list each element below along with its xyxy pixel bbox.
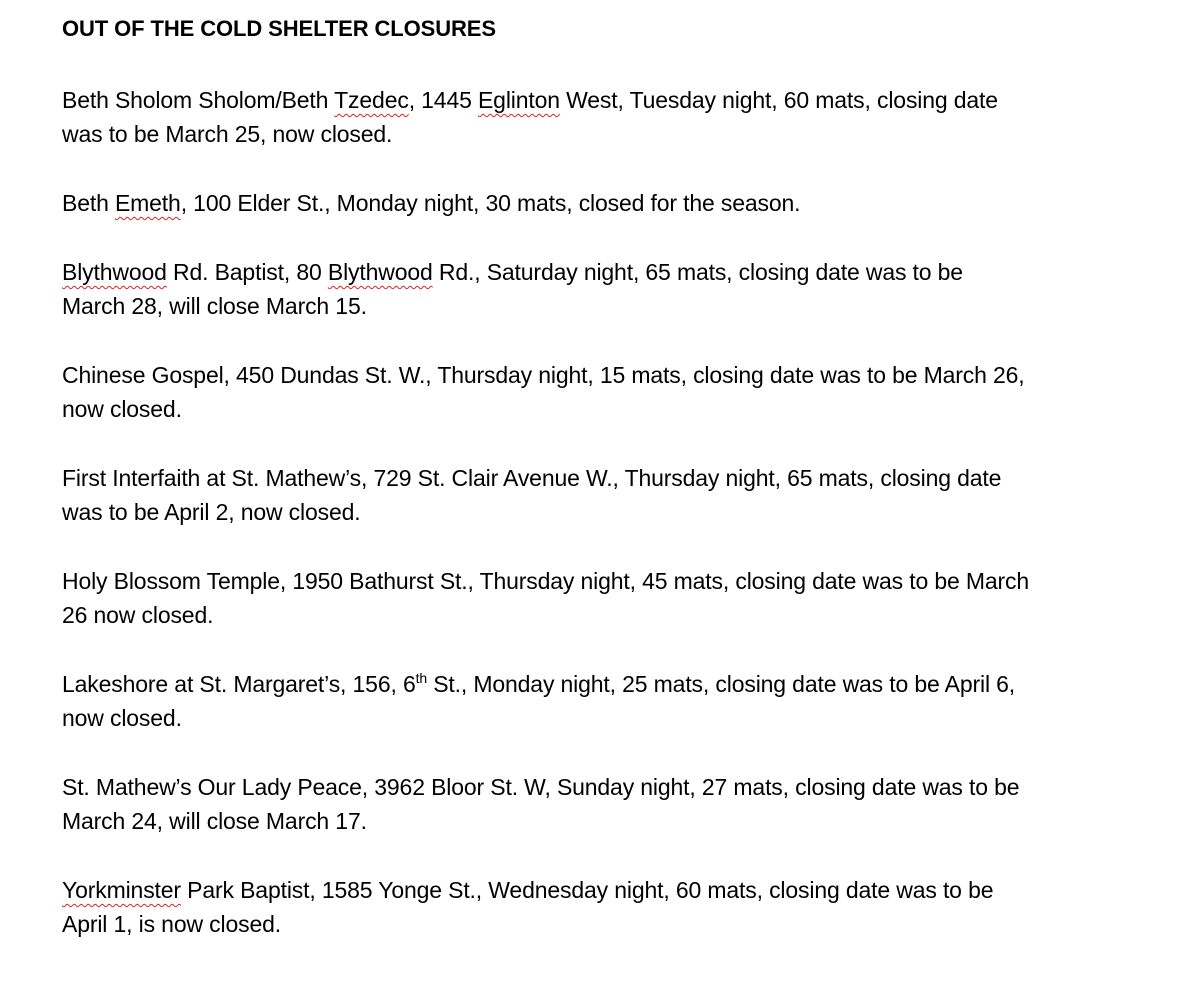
ordinal-suffix: th xyxy=(415,670,427,686)
entry-text: West, Tuesday night, 60 mats, closing date xyxy=(559,87,998,113)
spellcheck-word: Blythwood xyxy=(327,259,433,285)
shelter-entry-yorkminster xyxy=(62,873,1182,941)
entry-text: April 1, is now closed. xyxy=(62,911,281,937)
spellcheck-word: Blythwood xyxy=(62,259,167,285)
entry-text: Rd. Baptist, 80 xyxy=(166,259,328,285)
shelter-entry-blythwood xyxy=(62,255,1182,323)
entry-text: , 100 Elder St., Monday night, 30 mats, closed for the season. xyxy=(180,190,801,216)
shelter-entry-chinese-gospel xyxy=(62,358,1182,426)
entry-text: was to be March 25, now closed. xyxy=(62,121,393,147)
entry-text: Beth xyxy=(62,190,115,216)
spellcheck-word: Eglinton xyxy=(477,87,560,113)
shelter-entry-beth-emeth xyxy=(62,186,1182,220)
entry-text: Chinese Gospel, 450 Dundas St. W., Thursday night, 15 mats, closing date was to be March 26, xyxy=(62,362,1025,388)
entry-text: St. Mathew’s Our Lady Peace, 3962 Bloor St. W, Sunday night, 27 mats, closing date was to be xyxy=(62,774,1020,800)
shelter-entry-beth-sholom xyxy=(62,83,1182,151)
entry-text: Park Baptist, 1585 Yonge St., Wednesday night, 60 mats, closing date was to be xyxy=(180,877,994,903)
entry-text: now closed. xyxy=(62,705,182,731)
entry-text: First Interfaith at St. Mathew’s, 729 St. Clair Avenue W., Thursday night, 65 mats, closing date xyxy=(62,465,1002,491)
entry-text: St., Monday night, 25 mats, closing date was to be April 6, xyxy=(426,671,1016,697)
spellcheck-word: Yorkminster xyxy=(62,877,181,903)
entry-text: Holy Blossom Temple, 1950 Bathurst St., Thursday night, 45 mats, closing date was to be March xyxy=(62,568,1030,594)
shelter-entry-holy-blossom xyxy=(62,564,1182,632)
entry-text: March 24, will close March 17. xyxy=(62,808,367,834)
spellcheck-word: Tzedec xyxy=(334,87,409,113)
entry-text: Beth Sholom Sholom/Beth xyxy=(62,87,335,113)
entry-text: Lakeshore at St. Margaret’s, 156, 6 xyxy=(62,671,416,697)
entry-text: , 1445 xyxy=(408,87,478,113)
spellcheck-word: Emeth xyxy=(114,190,181,216)
document-title: OUT OF THE COLD SHELTER CLOSURES xyxy=(62,16,496,41)
shelter-entry-lakeshore xyxy=(62,667,1182,735)
shelter-entry-first-interfaith xyxy=(62,461,1182,529)
entry-text: was to be April 2, now closed. xyxy=(62,499,361,525)
shelter-entry-st-mathews-our-lady-peace xyxy=(62,770,1182,838)
entry-text: March 28, will close March 15. xyxy=(62,293,367,319)
document-body xyxy=(62,14,1182,976)
entry-text: 26 now closed. xyxy=(62,602,214,628)
entry-text: Rd., Saturday night, 65 mats, closing date was to be xyxy=(432,259,963,285)
entry-text: now closed. xyxy=(62,396,182,422)
